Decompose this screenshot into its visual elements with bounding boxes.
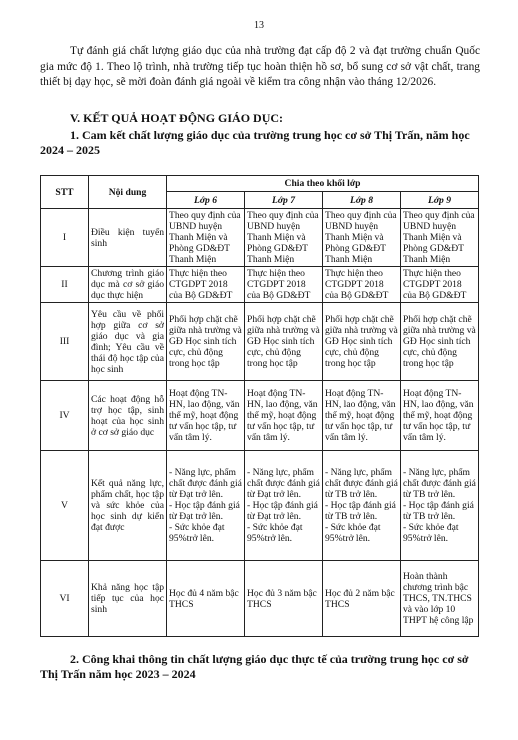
header-grade-8: Lớp 8 xyxy=(323,192,401,209)
cell-line: - Sức khỏe đạt 95%trở lên. xyxy=(403,522,459,544)
header-grade-group: Chia theo khối lớp xyxy=(167,176,479,192)
header-grade-9: Lớp 9 xyxy=(401,192,479,209)
subsection-2-heading: 2. Công khai thông tin chất lượng giáo dục thực tế của trường trung học cơ sở Thị Trấn năm học 2023 – 2024 xyxy=(40,652,469,681)
table-row xyxy=(41,267,479,303)
cell-line: - Học tập đánh giá từ TB trở lên. xyxy=(403,500,474,522)
row-cell: Thực hiện theo CTGDPT 2018 của Bộ GD&ĐT xyxy=(323,267,401,303)
row-content: Chương trình giáo dục mà cơ sở giáo dục thực hiện xyxy=(89,267,167,303)
table-header-row xyxy=(41,176,479,192)
row-cell: Hoạt động TN-HN, lao động, văn thể mỹ, hoạt động tư vấn học tập, tư vấn tâm lý. xyxy=(245,381,323,451)
table-row xyxy=(41,209,479,267)
quality-commitment-table xyxy=(40,175,479,637)
table-row xyxy=(41,561,479,637)
cell-line: - Học tập đánh giá từ TB trở lên. xyxy=(325,500,396,522)
row-content: Điều kiện tuyển sinh xyxy=(89,209,167,267)
row-cell: Học đủ 2 năm bậc THCS xyxy=(323,561,401,637)
header-grade-7: Lớp 7 xyxy=(245,192,323,209)
header-stt: STT xyxy=(41,176,89,209)
row-content: Kết quả năng lực, phẩm chất, học tập và sức khỏe của học sinh dự kiến đạt được xyxy=(89,451,167,561)
row-cell: Hoạt động TN-HN, lao động, văn thể mỹ, hoạt động tư vấn học tập, tư vấn tâm lý. xyxy=(401,381,479,451)
intro-paragraph: Tự đánh giá chất lượng giáo dục của nhà trường đạt cấp độ 2 và đạt trường chuẩn Quốc gia mức độ 1. Theo lộ trình, nhà trường tiếp tục hoàn thiện hồ sơ, bổ sung cơ sở vật chất, trang thiết bị dạy học, sẽ mời đoàn đánh giá ngoài về kiểm tra công nhận vào tháng 12/2026. xyxy=(40,45,480,89)
row-cell: Theo quy định của UBND huyện Thanh Miện và Phòng GD&ĐT Thanh Miện xyxy=(323,209,401,267)
header-content: Nội dung xyxy=(89,176,167,209)
row-cell: Theo quy định của UBND huyện Thanh Miện và Phòng GD&ĐT Thanh Miện xyxy=(401,209,479,267)
row-stt: VI xyxy=(41,561,89,637)
cell-line: - Năng lực, phẩm chất được đánh giá từ TB trở lên. xyxy=(403,467,476,500)
row-stt: III xyxy=(41,303,89,381)
row-cell: Phối hợp chặt chẽ giữa nhà trường và GĐ Học sinh tích cực, chủ động trong học tập xyxy=(167,303,245,381)
row-cell xyxy=(245,451,323,561)
cell-line: - Năng lực, phẩm chất được đánh giá từ TB trở lên. xyxy=(325,467,398,500)
cell-line: - Học tập đánh giá từ Đạt trở lên. xyxy=(169,500,240,522)
table-row xyxy=(41,451,479,561)
page-number: 13 xyxy=(254,20,264,31)
cell-line: - Học tập đánh giá từ Đạt trở lên. xyxy=(247,500,318,522)
subsection-1-heading: 1. Cam kết chất lượng giáo dục của trường trung học cơ sở Thị Trấn, năm học 2024 – 2025 xyxy=(40,128,470,157)
row-cell: Thực hiện theo CTGDPT 2018 của Bộ GD&ĐT xyxy=(245,267,323,303)
header-grade-6: Lớp 6 xyxy=(167,192,245,209)
cell-line: - Năng lực, phẩm chất được đánh giá từ Đạt trở lên. xyxy=(169,467,242,500)
row-cell xyxy=(167,451,245,561)
row-stt: IV xyxy=(41,381,89,451)
section-heading: V. KẾT QUẢ HOẠT ĐỘNG GIÁO DỤC: xyxy=(70,111,284,125)
cell-line: - Sức khỏe đạt 95%trở lên. xyxy=(325,522,381,544)
row-cell: Hoạt động TN-HN, lao động, văn thể mỹ, hoạt động tư vấn học tập, tư vấn tâm lý. xyxy=(167,381,245,451)
row-cell: Theo quy định của UBND huyện Thanh Miện và Phòng GD&ĐT Thanh Miện xyxy=(167,209,245,267)
row-cell: Học đủ 3 năm bậc THCS xyxy=(245,561,323,637)
cell-line: - Sức khỏe đạt 95%trở lên. xyxy=(247,522,303,544)
row-content: Khả năng học tập tiếp tục của học sinh xyxy=(89,561,167,637)
cell-line: - Sức khỏe đạt 95%trở lên. xyxy=(169,522,225,544)
row-stt: V xyxy=(41,451,89,561)
row-content: Yêu cầu về phối hợp giữa cơ sở giáo dục và gia đình; Yêu cầu về thái độ học tập của học sinh xyxy=(89,303,167,381)
row-cell: Phối hợp chặt chẽ giữa nhà trường và GĐ Học sinh tích cực, chủ động trong học tập xyxy=(245,303,323,381)
row-cell: Thực hiện theo CTGDPT 2018 của Bộ GD&ĐT xyxy=(401,267,479,303)
table-row xyxy=(41,303,479,381)
row-cell xyxy=(401,451,479,561)
row-stt: I xyxy=(41,209,89,267)
row-cell: Phối hợp chặt chẽ giữa nhà trường và GĐ Học sinh tích cực, chủ động trong học tập xyxy=(401,303,479,381)
table-row xyxy=(41,381,479,451)
row-content: Các hoạt động hỗ trợ học tập, sinh hoạt của học sinh ở cơ sở giáo dục xyxy=(89,381,167,451)
row-cell xyxy=(323,451,401,561)
row-cell: Theo quy định của UBND huyện Thanh Miện và Phòng GD&ĐT Thanh Miện xyxy=(245,209,323,267)
row-stt: II xyxy=(41,267,89,303)
row-cell: Hoàn thành chương trình bậc THCS, TN.THCS và vào lớp 10 THPT hệ công lập xyxy=(401,561,479,637)
row-cell: Phối hợp chặt chẽ giữa nhà trường và GĐ Học sinh tích cực, chủ động trong học tập xyxy=(323,303,401,381)
cell-line: - Năng lực, phẩm chất được đánh giá từ Đạt trở lên. xyxy=(247,467,320,500)
row-cell: Hoạt động TN-HN, lao động, văn thể mỹ, hoạt động tư vấn học tập, tư vấn tâm lý. xyxy=(323,381,401,451)
row-cell: Thực hiện theo CTGDPT 2018 của Bộ GD&ĐT xyxy=(167,267,245,303)
row-cell: Học đủ 4 năm bậc THCS xyxy=(167,561,245,637)
